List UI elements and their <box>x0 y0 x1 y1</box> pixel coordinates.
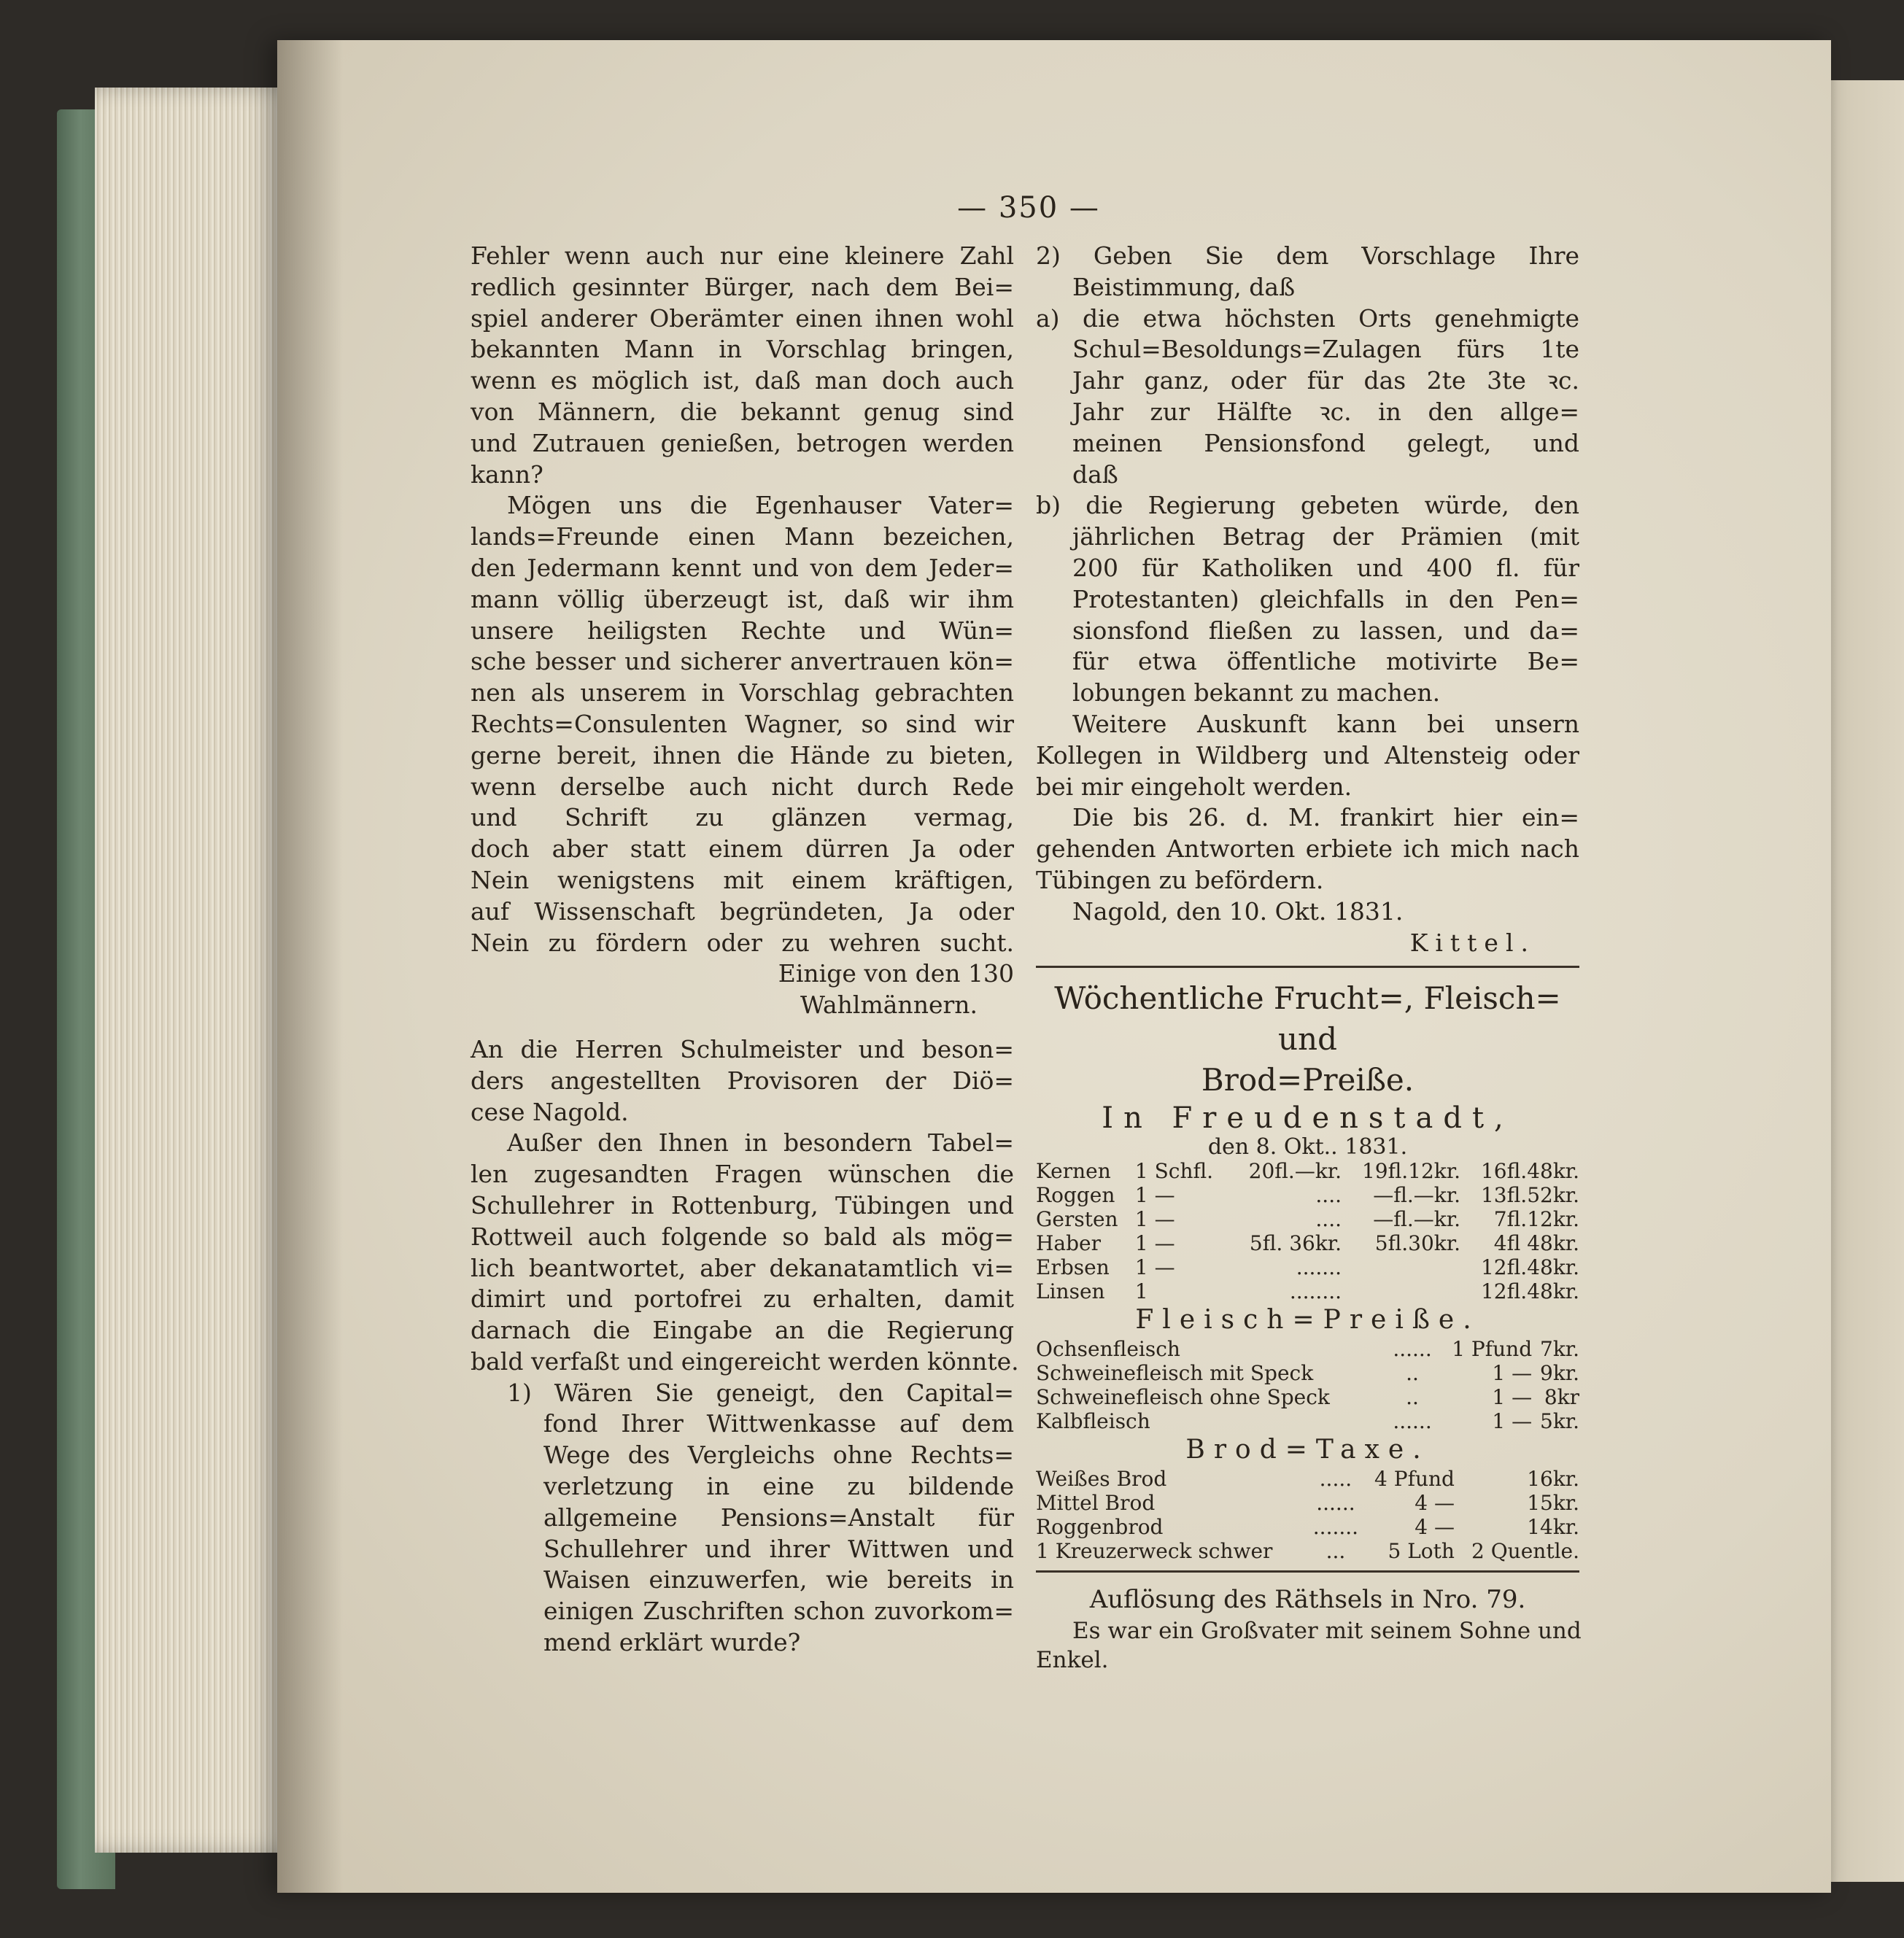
left-line: Schullehrer und ihrer Wittwen und <box>543 1534 1014 1563</box>
table-cell: ...... <box>1316 1491 1355 1516</box>
left-line: An die Herren Schulmeister und beson= <box>471 1034 1014 1063</box>
left-line: mend erklärt wurde? <box>543 1628 801 1657</box>
left-line: Waisen einzuwerfen, wie bereits in <box>543 1565 1014 1594</box>
right-line: b) die Regierung gebeten würde, den <box>1036 491 1579 520</box>
table-cell <box>1342 1279 1460 1303</box>
bread-price-table <box>1036 1467 1579 1563</box>
table-cell: 12fl.48kr. <box>1480 1279 1579 1304</box>
left-line: 1) Wären Sie geneigt, den Capital= <box>507 1378 1014 1407</box>
page-edges <box>95 88 299 1853</box>
left-line: cese Nagold. <box>471 1097 629 1126</box>
prices-date: den 8. Okt.. 1831. <box>1207 1134 1408 1160</box>
left-line: Wahlmännern. <box>800 991 978 1020</box>
table-cell: 2 Quentle. <box>1471 1539 1579 1564</box>
prices-heading-line2: Brod=Preiße. <box>1201 1062 1415 1098</box>
table-cell: 19fl.12kr. <box>1361 1159 1460 1184</box>
table-cell: 1 — <box>1492 1409 1533 1434</box>
prices-heading-line1: Wöchentliche Frucht=, Fleisch= und <box>1054 980 1561 1058</box>
table-cell: Roggenbrod <box>1036 1515 1164 1540</box>
meat-price-table <box>1036 1337 1579 1433</box>
table-cell: 7fl.12kr. <box>1493 1207 1579 1232</box>
left-line: unsere heiligsten Rechte und Wün= <box>471 616 1014 645</box>
table-row <box>1036 1515 1579 1539</box>
right-line: a) die etwa höchsten Orts genehmigte <box>1036 303 1579 333</box>
left-line: fond Ihrer Wittwenkasse auf dem <box>543 1409 1014 1438</box>
right-line: Protestanten) gleichfalls in den Pen= <box>1072 584 1579 613</box>
right-line: daß <box>1072 460 1118 489</box>
right-line: Beistimmung, daß <box>1072 272 1296 301</box>
left-line: bald verfaßt und eingereicht werden könnte. <box>471 1346 1019 1376</box>
left-line: Fehler wenn auch nur eine kleinere Zahl <box>471 241 1014 270</box>
table-cell: 5 Loth <box>1388 1539 1455 1564</box>
right-line: meinen Pensionsfond gelegt, und <box>1072 428 1579 457</box>
table-cell: 1 Schfl. <box>1134 1159 1214 1184</box>
table-row <box>1036 1183 1579 1207</box>
left-line: Rottweil auch folgende so bald als mög= <box>471 1222 1014 1251</box>
grain-price-table <box>1036 1159 1579 1303</box>
right-line: Jahr zur Hälfte ꝛc. in den allge= <box>1072 397 1579 426</box>
left-line: kann? <box>471 460 543 489</box>
right-line: Weitere Auskunft kann bei unsern <box>1072 709 1579 738</box>
table-cell: 1 — <box>1492 1385 1533 1410</box>
table-cell: Erbsen <box>1036 1255 1110 1280</box>
table-cell: ..... <box>1319 1467 1352 1492</box>
table-cell: 4 Pfund <box>1374 1467 1455 1492</box>
table-cell: 7kr. <box>1540 1337 1579 1362</box>
table-cell: 1 <box>1134 1279 1148 1304</box>
table-cell: Mittel Brod <box>1036 1491 1156 1516</box>
left-line: sche besser und sicherer anvertrauen kön= <box>471 647 1014 676</box>
left-line: Außer den Ihnen in besondern Tabel= <box>507 1128 1014 1158</box>
left-line: Nein zu fördern oder zu wehren sucht. <box>471 928 1014 957</box>
left-line: Nein wenigstens mit einem kräftigen, <box>471 865 1014 894</box>
right-line: Die bis 26. d. M. frankirt hier ein= <box>1072 803 1579 832</box>
table-cell: Roggen <box>1036 1183 1115 1208</box>
table-row <box>1036 1255 1579 1279</box>
left-line: len zugesandten Fragen wünschen die <box>471 1160 1014 1189</box>
left-line: redlich gesinnter Bürger, nach dem Bei= <box>471 272 1014 301</box>
table-cell: 8kr <box>1544 1385 1579 1410</box>
riddle-text-line2: Enkel. <box>1036 1647 1109 1674</box>
table-cell: Weißes Brod <box>1036 1467 1167 1492</box>
right-line: für etwa öffentliche motivirte Be= <box>1072 647 1579 676</box>
left-line: verletzung in eine zu bildende <box>543 1472 1014 1501</box>
left-line: einigen Zuschriften schon zuvorkom= <box>543 1597 1014 1626</box>
left-line: Mögen uns die Egenhauser Vater= <box>507 491 1014 520</box>
left-line: bekannten Mann in Vorschlag bringen, <box>471 335 1014 364</box>
section-divider <box>1036 966 1579 968</box>
meat-prices-heading: Fleisch=Preiße. <box>1135 1305 1480 1336</box>
table-row <box>1036 1409 1579 1433</box>
right-column-text <box>1036 241 1579 958</box>
bread-prices-heading: Brod=Taxe. <box>1185 1435 1430 1465</box>
table-cell: 1 — <box>1492 1361 1533 1386</box>
right-line: Tübingen zu befördern. <box>1036 865 1324 894</box>
table-cell: ........ <box>1289 1279 1342 1304</box>
table-cell: ... <box>1326 1539 1346 1564</box>
table-cell: 9kr. <box>1540 1361 1579 1386</box>
table-cell: —fl.—kr. <box>1373 1207 1460 1232</box>
table-cell: 15kr. <box>1527 1491 1579 1516</box>
table-row <box>1036 1207 1579 1231</box>
table-row <box>1036 1467 1579 1491</box>
table-cell: 16kr. <box>1527 1467 1579 1492</box>
table-cell: 12fl.48kr. <box>1480 1255 1579 1280</box>
left-line: gerne bereit, ihnen die Hände zu bieten, <box>471 740 1014 770</box>
right-column <box>1036 241 1582 1675</box>
table-cell: ...... <box>1393 1409 1432 1434</box>
left-line: mann völlig überzeugt ist, daß wir ihm <box>471 584 1014 613</box>
table-cell: 1 — <box>1134 1255 1175 1280</box>
left-line <box>471 1021 1014 1034</box>
table-cell: 1 — <box>1134 1183 1175 1208</box>
table-cell: .... <box>1315 1183 1342 1208</box>
right-line: gehenden Antworten erbiete ich mich nach <box>1036 834 1579 864</box>
table-cell: Ochsenfleisch <box>1036 1337 1180 1362</box>
table-row <box>1036 1337 1579 1361</box>
table-cell: Kalbfleisch <box>1036 1409 1150 1434</box>
left-line: den Jedermann kennt und von dem Jeder= <box>471 553 1014 582</box>
table-cell: ....... <box>1296 1255 1342 1280</box>
table-cell: 5kr. <box>1540 1409 1579 1434</box>
table-cell: 20fl.—kr. <box>1248 1159 1342 1184</box>
table-cell: 1 Kreuzerweck schwer <box>1036 1539 1273 1564</box>
table-cell: Haber <box>1036 1231 1101 1256</box>
left-line: wenn derselbe auch nicht durch Rede <box>471 772 1014 801</box>
table-cell: Gersten <box>1036 1207 1118 1232</box>
table-cell: 1 — <box>1134 1231 1175 1256</box>
table-cell: 13fl.52kr. <box>1480 1183 1579 1208</box>
table-row <box>1036 1491 1579 1515</box>
left-line: Einige von den 130 <box>778 959 1014 988</box>
left-line: ders angestellten Provisoren der Diö= <box>471 1066 1014 1095</box>
left-line: und Schrift zu glänzen vermag, <box>471 803 1014 832</box>
table-cell: Kernen <box>1036 1159 1111 1184</box>
table-cell: Schweinefleisch ohne Speck <box>1036 1385 1330 1410</box>
table-cell: 14kr. <box>1527 1515 1579 1540</box>
page-gutter-shadow <box>277 40 343 1893</box>
left-line: Rechts=Consulenten Wagner, so sind wir <box>471 709 1014 738</box>
right-line: jährlichen Betrag der Prämien (mit <box>1072 522 1579 551</box>
left-line: nen als unserem in Vorschlag gebrachten <box>471 678 1014 708</box>
right-line: Nagold, den 10. Okt. 1831. <box>1072 896 1404 926</box>
table-cell: ...... <box>1393 1337 1432 1362</box>
page-number: — 350 — <box>957 191 1100 225</box>
prices-city: In Freudenstadt, <box>1102 1101 1514 1136</box>
left-line: allgemeine Pensions=Anstalt für <box>543 1503 1014 1532</box>
riddle-text-line1: Es war ein Großvater mit seinem Sohne und <box>1072 1618 1582 1645</box>
table-cell: Linsen <box>1036 1279 1105 1304</box>
left-line: dimirt und portofrei zu erhalten, damit <box>471 1284 1014 1314</box>
table-cell <box>1342 1255 1460 1279</box>
table-cell: 4 — <box>1415 1515 1455 1540</box>
right-line: sionsfond fließen zu lassen, und da= <box>1072 616 1579 645</box>
table-cell: —fl.—kr. <box>1373 1183 1460 1208</box>
left-line: darnach die Eingabe an die Regierung <box>471 1316 1014 1345</box>
table-cell: .... <box>1315 1207 1342 1232</box>
right-line: 2) Geben Sie dem Vorschlage Ihre <box>1036 241 1579 270</box>
table-row <box>1036 1361 1579 1385</box>
table-cell: Schweinefleisch mit Speck <box>1036 1361 1314 1386</box>
left-line: wenn es möglich ist, daß man doch auch <box>471 366 1014 395</box>
left-line: lich beantwortet, aber dekanatamtlich vi= <box>471 1253 1014 1282</box>
table-cell: ....... <box>1312 1515 1359 1540</box>
table-row <box>1036 1385 1579 1409</box>
table-row <box>1036 1231 1579 1255</box>
table-row <box>1036 1539 1579 1563</box>
left-line: Schullehrer in Rottenburg, Tübingen und <box>471 1190 1014 1220</box>
table-cell: .. <box>1406 1361 1419 1386</box>
table-cell: .. <box>1406 1385 1419 1410</box>
right-line: bei mir eingeholt werden. <box>1036 772 1352 801</box>
table-cell: 5fl.30kr. <box>1374 1231 1460 1256</box>
table-cell: 4fl 48kr. <box>1493 1231 1579 1256</box>
right-line: lobungen bekannt zu machen. <box>1072 678 1441 708</box>
section-divider-2 <box>1036 1570 1579 1573</box>
left-line: und Zutrauen genießen, betrogen werden <box>471 428 1014 457</box>
left-line: Wege des Vergleichs ohne Rechts= <box>543 1441 1014 1470</box>
right-line: Kollegen in Wildberg und Altensteig oder <box>1036 740 1579 770</box>
table-cell: 1 Pfund <box>1452 1337 1533 1362</box>
right-line: 200 für Katholiken und 400 fl. für <box>1072 553 1579 582</box>
left-line: spiel anderer Oberämter einen ihnen wohl <box>471 303 1014 333</box>
right-line: Jahr ganz, oder für das 2te 3te ꝛc. <box>1072 366 1579 395</box>
table-cell: 4 — <box>1415 1491 1455 1516</box>
left-line: auf Wissenschaft begründeten, Ja oder <box>471 896 1014 926</box>
table-cell: 5fl. 36kr. <box>1249 1231 1342 1256</box>
left-line: lands=Freunde einen Mann bezeichen, <box>471 522 1014 551</box>
table-cell: 16fl.48kr. <box>1480 1159 1579 1184</box>
table-row <box>1036 1279 1579 1303</box>
left-line: doch aber statt einem dürren Ja oder <box>471 834 1014 864</box>
riddle-title: Auflösung des Räthsels in Nro. 79. <box>1089 1585 1526 1615</box>
right-line: Kittel. <box>1409 928 1536 957</box>
right-line: Schul=Besoldungs=Zulagen fürs 1te <box>1072 335 1579 364</box>
left-column <box>471 241 1019 1659</box>
table-row <box>1036 1159 1579 1183</box>
table-cell: 1 — <box>1134 1207 1175 1232</box>
left-line: von Männern, die bekannt genug sind <box>471 397 1014 426</box>
